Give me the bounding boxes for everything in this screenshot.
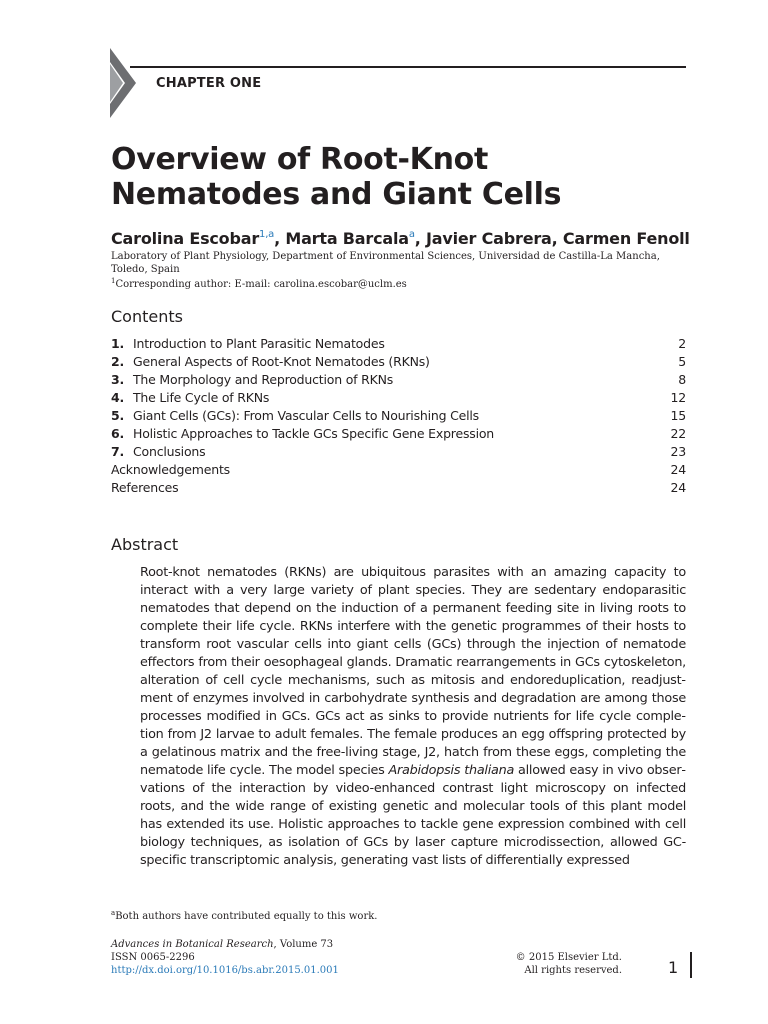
page-number-bar xyxy=(690,952,692,978)
journal-volume: , Volume 73 xyxy=(273,939,334,950)
toc-label: Conclusions xyxy=(133,444,206,459)
contents-heading: Contents xyxy=(111,307,183,326)
abstract-body xyxy=(140,564,686,870)
journal-info xyxy=(111,938,339,977)
corresponding-author xyxy=(111,277,407,290)
journal-issn: ISSN 0065-2296 xyxy=(111,952,195,963)
toc-page: 15 xyxy=(670,408,686,423)
page-number: 1 xyxy=(668,958,679,977)
copyright-line-2: All rights reserved. xyxy=(524,965,622,976)
toc-item[interactable] xyxy=(111,426,686,444)
toc-item[interactable] xyxy=(111,408,686,426)
doi-link[interactable]: http://dx.doi.org/10.1016/bs.abr.2015.01.001 xyxy=(111,965,339,976)
abstract-heading: Abstract xyxy=(111,535,179,554)
chapter-chevron-icon xyxy=(108,48,138,118)
toc-item[interactable] xyxy=(111,462,686,480)
author-list xyxy=(111,229,690,248)
other-authors: , Javier Cabrera, Carmen Fenoll xyxy=(414,229,690,248)
toc-item[interactable] xyxy=(111,372,686,390)
toc-label: General Aspects of Root-Knot Nematodes (RKNs) xyxy=(133,354,430,369)
abstract-paragraph xyxy=(140,564,686,870)
footnote-text: Both authors have contributed equally to this work. xyxy=(115,911,378,922)
footnote-marker: a xyxy=(111,909,116,917)
toc-number: 7. xyxy=(111,444,125,459)
toc-page: 12 xyxy=(670,390,686,405)
author-2-marker[interactable]: a xyxy=(408,229,415,240)
author-2: Marta Barcala xyxy=(285,229,409,248)
copyright xyxy=(500,951,622,977)
toc-label: Giant Cells (GCs): From Vascular Cells to Nourishing Cells xyxy=(133,408,479,423)
toc-item[interactable] xyxy=(111,390,686,408)
toc-page: 22 xyxy=(670,426,686,441)
toc-page: 5 xyxy=(678,354,686,369)
toc-number: 4. xyxy=(111,390,125,405)
toc-page: 24 xyxy=(670,480,686,495)
title-line-1: Overview of Root-Knot xyxy=(111,142,489,177)
toc-label: Acknowledgements xyxy=(111,462,230,477)
toc-item[interactable] xyxy=(111,354,686,372)
toc-label: Holistic Approaches to Tackle GCs Specific Gene Expression xyxy=(133,426,495,441)
toc-number: 2. xyxy=(111,354,125,369)
journal-name: Advances in Botanical Research xyxy=(111,939,274,950)
author-1-marker[interactable]: 1,a xyxy=(259,229,275,240)
abstract-species: Arabidopsis thaliana xyxy=(388,763,515,778)
toc-item[interactable] xyxy=(111,444,686,462)
toc-page: 2 xyxy=(678,336,686,351)
author-1: Carolina Escobar xyxy=(111,229,260,248)
abstract-text-2: allowed easy in vivo observations of the interaction by video-enhanced contrast light microscopy on infected roots, and the wide range of existing genetic and molecular tools of this plant model has extended its use. Holistic approaches to tackle gene expression combined with cell biology techniques, as isolation of GCs by laser capture microdissection, allowed GC-specific transcriptomic analysis, generating vast lists of differentially expressed xyxy=(140,763,686,868)
author-separator: , xyxy=(274,229,286,248)
chapter-label: CHAPTER ONE xyxy=(156,76,262,91)
toc-page: 24 xyxy=(670,462,686,477)
toc-label: References xyxy=(111,480,179,495)
chapter-title xyxy=(111,142,561,212)
toc-label: The Morphology and Reproduction of RKNs xyxy=(133,372,394,387)
toc-number: 1. xyxy=(111,336,125,351)
corresponding-marker: 1 xyxy=(111,277,116,285)
footnote xyxy=(111,909,377,922)
toc-page: 8 xyxy=(678,372,686,387)
corresponding-text: Corresponding author: E-mail: carolina.escobar@uclm.es xyxy=(115,279,407,290)
toc-number: 6. xyxy=(111,426,125,441)
title-line-2: Nematodes and Giant Cells xyxy=(111,177,562,212)
toc-item[interactable] xyxy=(111,480,686,498)
abstract-text-1: Root-knot nematodes (RKNs) are ubiquitous parasites with an amazing capacity to interact with a very large variety of plant species. They are sedentary endoparasitic nematodes that depend on the induction of a permanent feeding site in living roots to complete their life cycle. RKNs interfere with the genetic programmes of their hosts to transform root vascular cells into giant cells (GCs) through the injection of nematode effectors from their oesophageal glands. Dramatic rearrangements in GCs cytoskeleton, alteration of cell cycle mechanisms, such as mitosis and endoreduplication, readjustment of enzymes involved in carbohydrate synthesis and degradation are among those processes modified in GCs. GCs act as sinks to provide nutrients for life cycle completion from J2 larvae to adult females. The female produces an egg offspring protected by a gelatinous matrix and the free-living stage, J2, hatch from these eggs, completing the nematode life cycle. The model species xyxy=(140,565,686,778)
copyright-line-1: © 2015 Elsevier Ltd. xyxy=(515,952,622,963)
table-of-contents xyxy=(111,336,686,498)
toc-page: 23 xyxy=(670,444,686,459)
toc-item[interactable] xyxy=(111,336,686,354)
header-rule xyxy=(130,66,686,68)
toc-number: 3. xyxy=(111,372,125,387)
affiliation: Laboratory of Plant Physiology, Department of Environmental Sciences, Universidad de Castilla-La Mancha, Toledo, Spain xyxy=(111,251,660,275)
journal-line xyxy=(111,938,339,951)
toc-number: 5. xyxy=(111,408,125,423)
toc-label: The Life Cycle of RKNs xyxy=(133,390,270,405)
toc-label: Introduction to Plant Parasitic Nematodes xyxy=(133,336,385,351)
